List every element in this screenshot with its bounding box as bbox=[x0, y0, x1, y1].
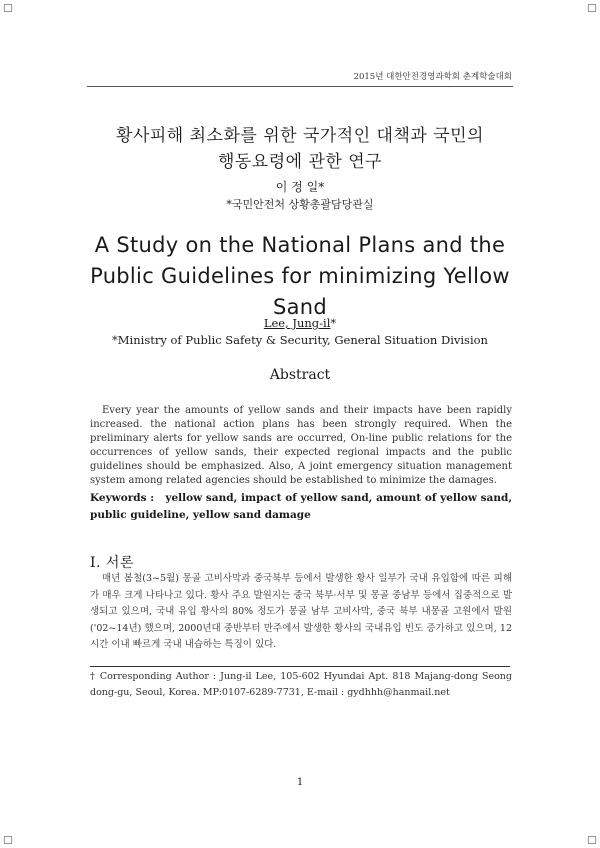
footnote bbox=[90, 669, 512, 701]
footnote-rule bbox=[90, 666, 510, 667]
section-body: 매년 봄철(3~5월) 몽골 고비사막과 중국북부 등에서 발생한 황사 일부가 국내 유입함에 따른 피해가 매우 크게 나타나고 있다. 황사 주요 발원지는 중국 북부·서부 및 몽골 중남부 등에서 집중적으로 발생되고 있으며, 국내 유입 황사의 80% 정도가 몽골 남부 고비사막, 중국 북부 내몽골 고원에서 발원('02~14년) 했으며, 2000년대 중반부터 만주에서 발생한 황사의 국내유입 빈도 증가하고 있으며, 12시간 이내 빠르게 국내 내습하는 특징이 있다. bbox=[90, 573, 512, 650]
keywords-label: Keywords : bbox=[90, 492, 155, 504]
abstract-body: Every year the amounts of yellow sands and their impacts have been rapidly increased. the national action plans has been strongly required. When the preliminary alerts for yellow sands are occurred, On-line public relations for the occurrences of yellow sands, their expected regional impacts and the public guidelines should be emphasized. Also, A joint emergency situation management system among related agencies should be established to minimize the damages. bbox=[90, 405, 512, 486]
english-title-line: Public Guidelines for minimizing Yellow bbox=[90, 264, 510, 288]
english-author-name: Lee, Jung-il bbox=[263, 316, 331, 330]
corner-mark bbox=[4, 4, 12, 12]
footnote-mark: † bbox=[90, 671, 96, 682]
keywords bbox=[90, 490, 512, 524]
corner-mark bbox=[588, 836, 596, 844]
page-number: 1 bbox=[296, 777, 304, 788]
korean-title-line: 행동요령에 관한 연구 bbox=[217, 152, 383, 172]
header-rule bbox=[87, 86, 513, 87]
korean-title bbox=[70, 123, 530, 175]
section-heading: Ⅰ. 서론 bbox=[90, 555, 134, 571]
english-author bbox=[70, 316, 530, 330]
author-mark: * bbox=[330, 316, 337, 330]
english-title-line: A Study on the National Plans and the bbox=[94, 233, 506, 257]
conference-header: 2015년 대한안전경영과학회 춘계학술대회 bbox=[353, 72, 512, 82]
english-title bbox=[70, 230, 530, 323]
corner-mark bbox=[4, 836, 12, 844]
footnote-text: Corresponding Author : Jung-il Lee, 105-602 Hyundai Apt. 818 Majang-dong Seong dong-gu, Seoul, Korea. MP:0107-6289-7731, E-mail : gydhhh@hanmail.net bbox=[90, 671, 513, 698]
corner-mark bbox=[588, 4, 596, 12]
korean-author: 이 정 일* bbox=[275, 180, 325, 194]
korean-affiliation: *국민안전처 상황총괄담당관실 bbox=[226, 198, 374, 211]
english-title-line: Sand bbox=[272, 295, 328, 319]
korean-title-line: 황사피해 최소화를 위한 국가적인 대책과 국민의 bbox=[116, 126, 484, 146]
abstract-heading: Abstract bbox=[269, 367, 331, 383]
english-affiliation: *Ministry of Public Safety & Security, General Situation Division bbox=[112, 333, 488, 347]
keywords-text: yellow sand, impact of yellow sand, amount of yellow sand, public guideline, yellow sand damage bbox=[90, 492, 512, 521]
